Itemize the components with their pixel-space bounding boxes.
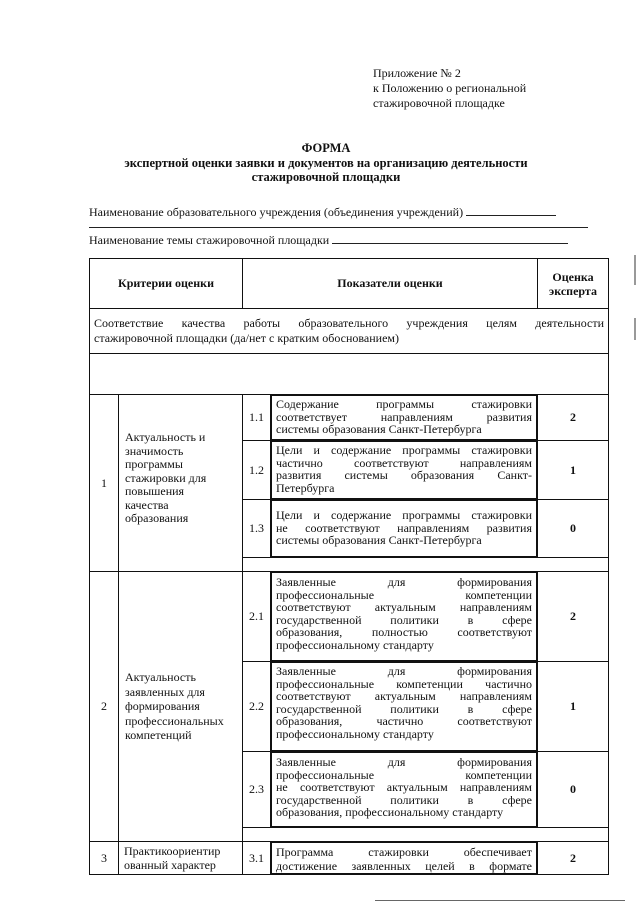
- indicator-code-text: 2.1: [249, 609, 264, 624]
- indicator-text: [270, 394, 538, 441]
- score-value: 1: [570, 462, 576, 477]
- form-title-sub: экспертной оценки заявки и документов на организацию деятельности: [124, 155, 528, 170]
- indicator-line: достижение заявленных целей в формате: [276, 858, 532, 873]
- header-criteria: [89, 258, 243, 309]
- indicator-line: Заявленные для формирования: [276, 575, 532, 589]
- intro-text: Соответствие качества работы образовательного учреждения целям деятельности: [94, 316, 604, 330]
- criterion-text: заявленных для: [125, 684, 205, 699]
- intro-row: [89, 308, 609, 354]
- indicator-line: не соответствуют направлениям развития: [276, 520, 532, 535]
- score-value: 2: [570, 410, 576, 425]
- indicator-line: профессиональные компетенции частично: [276, 676, 532, 691]
- indicator-line: частично соответствуют направлениям: [276, 455, 532, 470]
- institution-field: [89, 204, 556, 219]
- header-score: [537, 258, 609, 309]
- criterion-cell: [118, 394, 243, 572]
- form-title-main: ФОРМА: [301, 141, 351, 155]
- group-number-text: 1: [101, 475, 107, 490]
- indicator-text: [270, 440, 538, 500]
- appendix-line: к Положению о региональной: [373, 81, 527, 95]
- indicator-text: [270, 751, 538, 828]
- indicator-line: соответствуют актуальным направлениям: [276, 600, 532, 615]
- indicator-text: [270, 571, 538, 662]
- form-title-sub: стажировочной площадки: [251, 170, 401, 184]
- indicator-code: [242, 440, 271, 500]
- indicator-line: образования, частично соответствуют: [276, 714, 532, 729]
- indicator-code-text: 1.3: [249, 521, 264, 536]
- indicator-code-text: 3.1: [249, 850, 264, 865]
- criterion-text: профессиональных: [125, 713, 224, 728]
- criterion-text: Актуальность и: [125, 430, 206, 444]
- indicator-text: [270, 841, 538, 875]
- institution-line-2: [89, 227, 588, 228]
- header-score-text: Оценка: [552, 269, 594, 284]
- score-cell: [537, 661, 609, 752]
- appendix-line: стажировочной площадке: [373, 96, 505, 110]
- indicator-line: профессиональные компетенции: [276, 767, 532, 782]
- indicator-line: Заявленные для формирования: [276, 755, 532, 769]
- score-cell: [537, 841, 609, 875]
- indicator-code-text: 2.3: [249, 782, 264, 797]
- group-number-text: 3: [101, 850, 107, 865]
- indicator-line: Программа стажировки обеспечивает: [276, 845, 532, 859]
- indicator-code: [242, 841, 271, 875]
- criterion-text: ованный характер: [124, 857, 216, 872]
- indicator-line: профессиональному стандарту: [276, 726, 434, 741]
- criterion-text: Актуальность: [125, 670, 196, 684]
- indicator-code: [242, 751, 271, 828]
- criterion-text: качества: [125, 497, 169, 512]
- indicator-line: Петербурга: [276, 480, 335, 495]
- criterion-cell: [118, 571, 243, 842]
- indicator-line: Заявленные для формирования: [276, 664, 532, 678]
- indicator-code-text: 1.2: [249, 462, 264, 477]
- form-title: [0, 141, 640, 185]
- indicator-line: профессиональные компетенции: [276, 587, 532, 602]
- score-cell: [537, 440, 609, 500]
- group-number: [89, 394, 119, 572]
- indicator-line: Цели и содержание программы стажировки: [276, 443, 532, 457]
- indicator-line: Содержание программы стажировки: [276, 397, 532, 411]
- spacer-row: [242, 827, 609, 842]
- score-value: 2: [570, 609, 576, 624]
- indicator-line: государственной политики в сфере: [276, 612, 532, 627]
- indicator-line: соответствуют актуальным направлениям: [276, 689, 532, 704]
- indicator-code: [242, 394, 271, 441]
- indicator-line: системы образования Санкт-Петербурга: [276, 422, 482, 437]
- indicator-line: Цели и содержание программы стажировки: [276, 508, 532, 522]
- indicator-line: государственной политики в сфере: [276, 792, 532, 807]
- criterion-text: компетенций: [125, 728, 192, 742]
- header-criteria-text: Критерии оценки: [118, 276, 214, 291]
- indicator-code: [242, 499, 271, 558]
- group-number: [89, 571, 119, 842]
- criterion-text: Практикоориентир: [124, 844, 221, 858]
- indicator-code: [242, 661, 271, 752]
- indicator-text: [270, 499, 538, 558]
- indicator-code-text: 1.1: [249, 410, 264, 425]
- indicator-line: развития системы образования Санкт-: [276, 468, 532, 483]
- score-value: 0: [570, 521, 576, 536]
- page-bottom-rule: [375, 900, 625, 901]
- indicator-line: образования, полностью соответствуют: [276, 625, 532, 640]
- criterion-text: образования: [125, 511, 189, 525]
- score-cell: [537, 571, 609, 662]
- indicator-line: профессиональному стандарту: [276, 637, 434, 652]
- intro-text: стажировочной площадки (да/нет с кратким обоснованием): [94, 331, 400, 345]
- appendix-line: Приложение № 2: [373, 66, 461, 80]
- indicator-line: не соответствуют актуальным направлениям: [276, 780, 532, 795]
- scan-edge-mark: [634, 318, 636, 340]
- score-cell: [537, 499, 609, 558]
- criterion-text: значимость: [125, 443, 184, 458]
- indicator-line: соответствует направлениям развития: [276, 409, 532, 424]
- header-indicators-text: Показатели оценки: [337, 276, 443, 291]
- score-cell: [537, 394, 609, 441]
- indicator-text: [270, 661, 538, 752]
- indicator-line: государственной политики в сфере: [276, 701, 532, 716]
- indicator-line: системы образования Санкт-Петербурга: [276, 533, 482, 548]
- appendix-note: [373, 66, 526, 111]
- criterion-text: формирования: [125, 699, 200, 713]
- indicator-code: [242, 571, 271, 662]
- group-number: [89, 841, 119, 875]
- topic-line: [332, 232, 568, 244]
- scan-edge-mark: [634, 255, 636, 285]
- criterion-cell: [118, 841, 243, 875]
- institution-label: Наименование образовательного учреждения (объединения учреждений): [89, 205, 464, 219]
- spacer-row: [242, 557, 609, 572]
- institution-line: [466, 204, 556, 216]
- group-number-text: 2: [101, 699, 107, 714]
- criterion-text: повышения: [125, 484, 185, 498]
- topic-field: [89, 232, 568, 247]
- score-value: 2: [570, 850, 576, 865]
- empty-row: [89, 353, 609, 395]
- score-cell: [537, 751, 609, 828]
- criterion-text: программы: [125, 457, 183, 471]
- indicator-code-text: 2.2: [249, 699, 264, 714]
- header-score-text: эксперта: [549, 283, 597, 298]
- score-value: 0: [570, 782, 576, 797]
- criterion-text: стажировки для: [125, 470, 207, 485]
- header-indicators: [242, 258, 538, 309]
- topic-label: Наименование темы стажировочной площадки: [89, 233, 330, 247]
- indicator-line: образования, профессиональному стандарту: [276, 805, 504, 820]
- score-value: 1: [570, 699, 576, 714]
